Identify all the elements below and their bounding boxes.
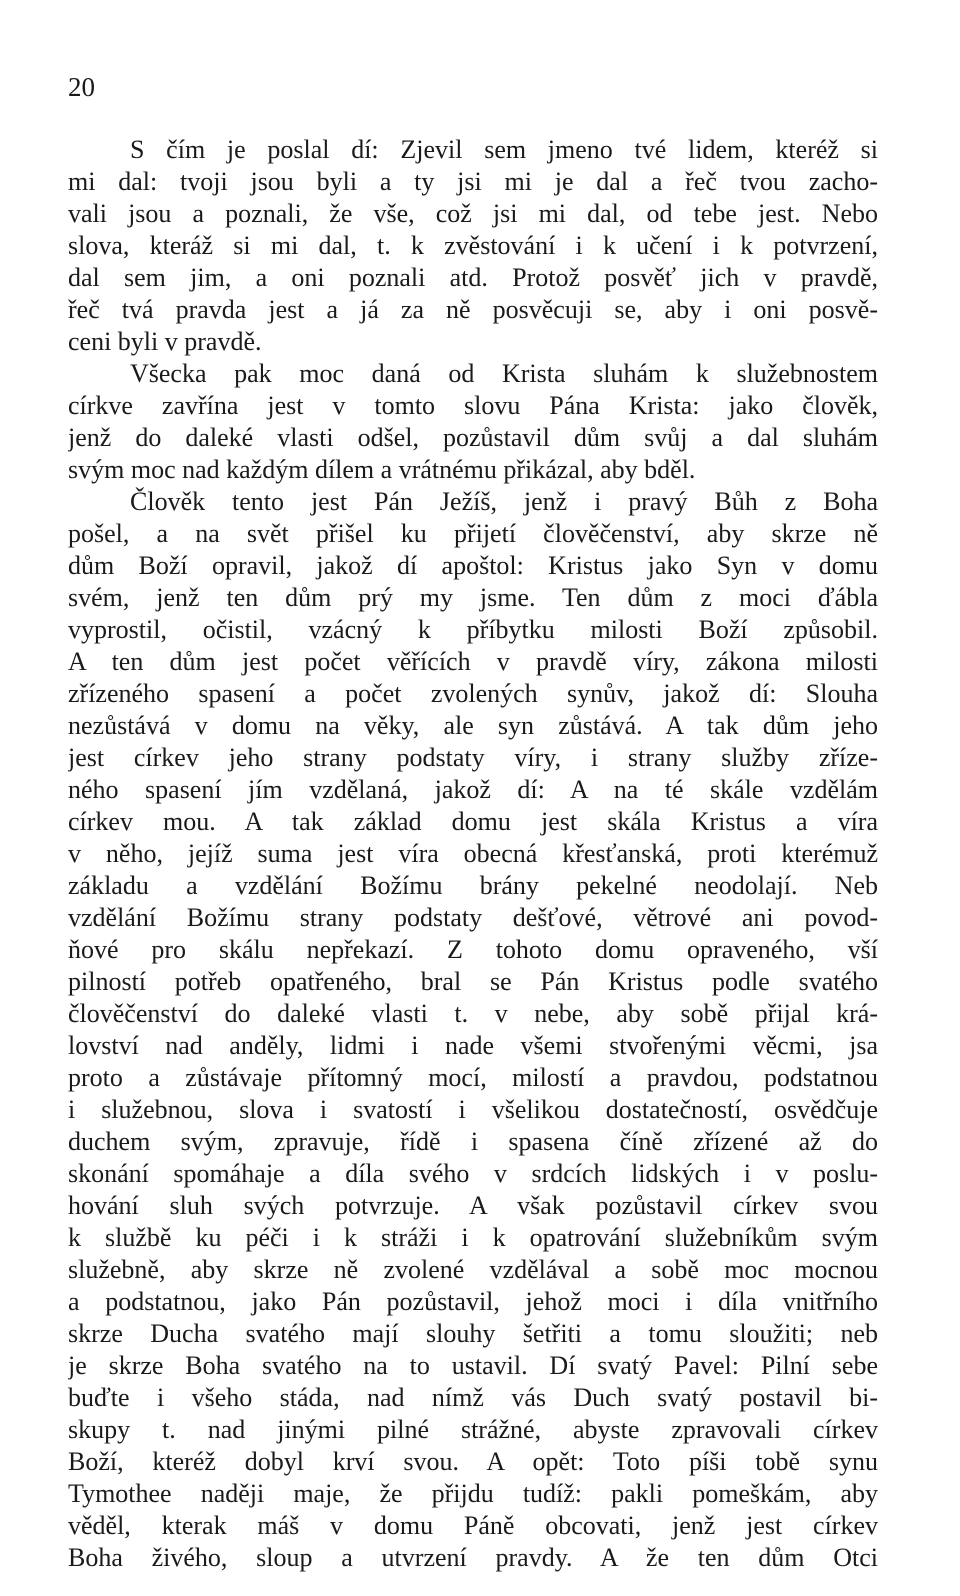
text-line: Všecka pak moc daná od Krista sluhám k služebnostem [130, 359, 878, 388]
text-line: nezůstává v domu na věky, ale syn zůstává. A tak dům jeho [68, 711, 878, 740]
text-line: služebně, aby skrze ně zvolené vzdělával a sobě moc mocnou [68, 1255, 878, 1284]
text-line: pošel, a na svět přišel ku přijetí člověčenství, aby skrze ně [68, 519, 878, 548]
page-number: 20 [68, 72, 95, 102]
text-line: ňové pro skálu nepřekazí. Z tohoto domu opraveného, vší [68, 935, 878, 964]
text-line: Tymothee naději maje, že přijdu tudíž: pakli pomeškám, aby [68, 1479, 878, 1508]
text-line: svém, jenž ten dům prý my jsme. Ten dům z moci ďábla [68, 583, 878, 612]
text-line: církev mou. A tak základ domu jest skála Kristus a víra [68, 807, 878, 836]
text-line: hování sluh svých potvrzuje. A však pozůstavil církev svou [68, 1191, 878, 1220]
text-line: člověčenství do daleké vlasti t. v nebe, aby sobě přijal krá- [68, 999, 878, 1028]
text-line: S čím je poslal dí: Zjevil sem jmeno tvé lidem, kteréž si [130, 135, 878, 164]
text-line: Boží, kteréž dobyl krví svou. A opět: Toto píši tobě synu [68, 1447, 878, 1476]
text-line: ného spasení jím vzdělaná, jakož dí: A na té skále vzdělám [68, 775, 878, 804]
text-line: jenž do daleké vlasti odšel, pozůstavil dům svůj a dal sluhám [68, 423, 878, 452]
text-line: jest církev jeho strany podstaty víry, i strany služby zříze- [68, 743, 878, 772]
text-line: v něho, jejíž suma jest víra obecná křesťanská, proti kterémuž [68, 839, 878, 868]
text-line: dům Boží opravil, jakož dí apoštol: Kristus jako Syn v domu [68, 551, 878, 580]
text-line: skonání spomáhaje a díla svého v srdcích lidských i v poslu- [68, 1159, 878, 1188]
text-line: Člověk tento jest Pán Ježíš, jenž i pravý Bůh z Boha [130, 487, 878, 516]
text-line: svým moc nad každým dílem a vrátnému přikázal, aby bděl. [68, 455, 696, 484]
body-text [68, 134, 878, 1574]
text-line: pilností potřeb opatřeného, bral se Pán Kristus podle svatého [68, 967, 878, 996]
text-line: vali jsou a poznali, že vše, což jsi mi dal, od tebe jest. Nebo [68, 199, 878, 228]
text-line: slova, kteráž si mi dal, t. k zvěstování i k učení i k potvrzení, [68, 231, 878, 260]
text-line: vzdělání Božímu strany podstaty dešťové, větrové ani povod- [68, 903, 878, 932]
text-line: řeč tvá pravda jest a já za ně posvěcuji se, aby i oni posvě- [68, 295, 878, 324]
text-line: základu a vzdělání Božímu brány pekelné neodolají. Neb [68, 871, 878, 900]
text-line: lovství nad anděly, lidmi i nade všemi stvořenými věcmi, jsa [68, 1031, 878, 1060]
text-line: zřízeného spasení a počet zvolených synův, jakož dí: Slouha [68, 679, 878, 708]
text-line: věděl, kterak máš v domu Páně obcovati, jenž jest církev [68, 1511, 878, 1540]
text-line: mi dal: tvoji jsou byli a ty jsi mi je dal a řeč tvou zacho- [68, 167, 878, 196]
text-line: skrze Ducha svatého mají slouhy šetřiti a tomu sloužiti; neb [68, 1319, 878, 1348]
text-line: je skrze Boha svatého na to ustavil. Dí svatý Pavel: Pilní sebe [68, 1351, 878, 1380]
text-line: proto a zůstávaje přítomný mocí, milostí a pravdou, podstatnou [68, 1063, 878, 1092]
text-line: Boha živého, sloup a utvrzení pravdy. A že ten dům Otci [68, 1543, 878, 1572]
text-line: a podstatnou, jako Pán pozůstavil, jehož moci i díla vnitřního [68, 1287, 878, 1316]
text-line: A ten dům jest počet věřících v pravdě víry, zákona milosti [68, 647, 878, 676]
text-line: ceni byli v pravdě. [68, 327, 262, 356]
text-line: dal sem jim, a oni poznali atd. Protož posvěť jich v pravdě, [68, 263, 878, 292]
text-line: skupy t. nad jinými pilné strážné, abyste zpravovali církev [68, 1415, 878, 1444]
text-line: duchem svým, zpravuje, řídě i spasena číně zřízené až do [68, 1127, 878, 1156]
text-line: i služebnou, slova i svatostí i všelikou dostatečností, osvědčuje [68, 1095, 878, 1124]
text-line: církve zavřína jest v tomto slovu Pána Krista: jako člověk, [68, 391, 878, 420]
text-line: k službě ku péči i k stráži i k opatrování služebníkům svým [68, 1223, 878, 1252]
text-line: buďte i všeho stáda, nad nímž vás Duch svatý postavil bi- [68, 1383, 878, 1412]
text-line: vyprostil, očistil, vzácný k příbytku milosti Boží způsobil. [68, 615, 878, 644]
